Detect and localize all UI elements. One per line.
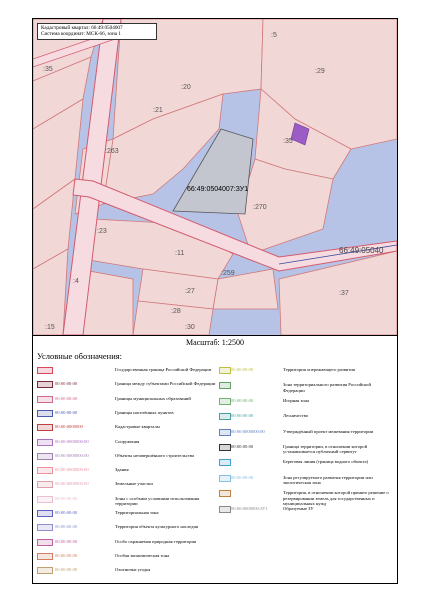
legend-code: 00:00:00:00 (231, 397, 254, 403)
legend-symbol (37, 381, 53, 388)
cadastral-info-box (37, 23, 157, 40)
legend-description: Утверждённый проект межевания территории (283, 428, 374, 434)
legend-description: Территория опережающего развития (283, 367, 355, 372)
legend-symbol (219, 413, 231, 420)
legend-symbol (37, 496, 53, 503)
parcel-label: :35 (283, 138, 293, 145)
quarter-label: 66:49:05040 (339, 246, 384, 255)
legend-code: 00:00:0000000 (55, 424, 83, 430)
legend-code: 00:00:00:00 (55, 381, 78, 387)
legend-description: Охотничьи угодья (115, 567, 151, 573)
parcel-label: :15 (45, 324, 55, 331)
parcel-label: :23 (97, 228, 107, 235)
cadastral-map[interactable] (33, 19, 397, 336)
parcel-label: :29 (315, 68, 325, 75)
legend-code: 00:00:00:00 (231, 444, 254, 449)
map-sheet (32, 18, 398, 584)
parcel-label: :35 (43, 66, 53, 73)
legend-description: Особая экономическая зона (115, 552, 170, 558)
legend-code: 00:00:00:00 (55, 409, 78, 415)
parcel-label: :259 (221, 270, 235, 277)
legend-description: Граница между субъектами Российской Федерации (115, 381, 216, 387)
legend-code: 00:00:00:00 (55, 552, 78, 558)
legend-code: 00:00:00:00 (231, 474, 254, 480)
parcel-label: :27 (185, 288, 195, 295)
legend-description: Граница территории, в отношении которой устанавливается публичный сервитут (283, 444, 368, 455)
parcel-label: :28 (171, 308, 181, 315)
legend-symbol (37, 567, 53, 574)
map-scale: Масштаб: 1:2500 (185, 338, 245, 347)
parcel-label: :30 (185, 324, 195, 331)
coordinate-system: Система координат: МСК-66, зона 1 (41, 31, 121, 38)
legend-description: Сооружения (115, 438, 140, 444)
legend-symbol (37, 367, 53, 374)
selected-parcel-label: 66:49:0504007:ЗУ1 (187, 186, 249, 193)
legend-code: 00:00:00:00 (231, 413, 254, 419)
legend-description: Особо охраняемая природная территория (115, 538, 197, 544)
parcel-label: :21 (153, 107, 163, 114)
legend-code: 00:00:0000000:00 (231, 428, 265, 434)
legend-symbol (219, 506, 231, 513)
legend-symbol (219, 382, 231, 389)
legend-symbol (37, 553, 53, 560)
legend-description: Образуемые ЗУ (283, 505, 314, 511)
legend-code: 00:00:00:00 (55, 538, 78, 544)
legend-description: Кадастровые кварталы (115, 424, 160, 430)
parcel-label: :37 (339, 290, 349, 297)
legend-description: Зона регулируемого развития территории или экологическая зона (283, 474, 373, 486)
legend-symbol (37, 481, 53, 488)
legend-description: Территория, в отношении которой принято решение о резервировании земель для государственных и муниципальных нужд (283, 490, 389, 506)
legend-description: Игорная зона (283, 397, 310, 403)
legend-code: 00:00:00:00 (55, 510, 78, 515)
legend-symbol (219, 367, 231, 374)
legend-description: Зоны с особыми условиями использования территории (115, 495, 200, 507)
legend-description: Береговая линия (граница водного объекта) (283, 459, 369, 465)
parcel-label: :270 (253, 204, 267, 211)
legend-code: 00:00:0000000:00 (55, 452, 89, 458)
legend-description: Земельные участки (115, 481, 153, 487)
legend-symbol (37, 524, 53, 531)
legend-code: 00:00:0000000:00 (55, 467, 89, 473)
legend-description: Зона территориального развития Российской Федерации (283, 382, 371, 393)
legend-symbol (219, 490, 231, 497)
parcel-label: :20 (181, 84, 191, 91)
parcel-label: :263 (105, 148, 119, 155)
legend-code: 00:00:00:00 (231, 367, 254, 372)
parcel-label: :5 (271, 32, 277, 39)
legend-code: 00:00:0000000:ЗУ1 (231, 505, 268, 511)
legend-description: Лесничество (283, 413, 309, 419)
legend-symbol (219, 429, 231, 436)
parcel-label: :4 (73, 278, 79, 285)
legend-symbol (37, 453, 53, 460)
legend-symbol (37, 439, 53, 446)
legend-symbol (219, 475, 231, 482)
legend-code: 00:00:00:00 (55, 567, 78, 573)
legend-description: Границы муниципальных образований (115, 395, 191, 401)
cadastral-quarter: Кадастровый квартал: 66:49:0504007 (41, 25, 123, 31)
legend-code: 00:00:0000000:00 (55, 481, 89, 487)
legend-description: Территориальная зона (115, 510, 159, 515)
map-canvas (33, 19, 397, 335)
legend-code: 00:00:00:00 (55, 495, 78, 501)
parcel-label: :11 (175, 250, 185, 257)
legend-description: Территория объекта культурного наследия (115, 524, 199, 530)
legend-symbol (219, 398, 231, 405)
legend-code: 00:00:0000000:00 (55, 438, 89, 444)
legend-symbol (219, 444, 231, 451)
legend-symbol (37, 396, 53, 403)
legend-symbol (37, 424, 53, 431)
legend-description: Государственная граница Российской Федерации (115, 367, 212, 372)
legend-symbol (219, 459, 231, 466)
legend-description: Здания (115, 467, 129, 473)
legend-code: 00:00:00:00 (55, 395, 78, 401)
legend-code: 00:00:00:00 (55, 524, 78, 530)
legend-title: Условные обозначения: (37, 351, 123, 361)
legend-description: Границы населённых пунктов (115, 409, 174, 415)
legend-symbol (37, 410, 53, 417)
legend-symbol (37, 539, 53, 546)
legend-symbol (37, 510, 53, 517)
legend-symbol (37, 467, 53, 474)
legend-description: Объекты незавершённого строительства (115, 452, 195, 458)
